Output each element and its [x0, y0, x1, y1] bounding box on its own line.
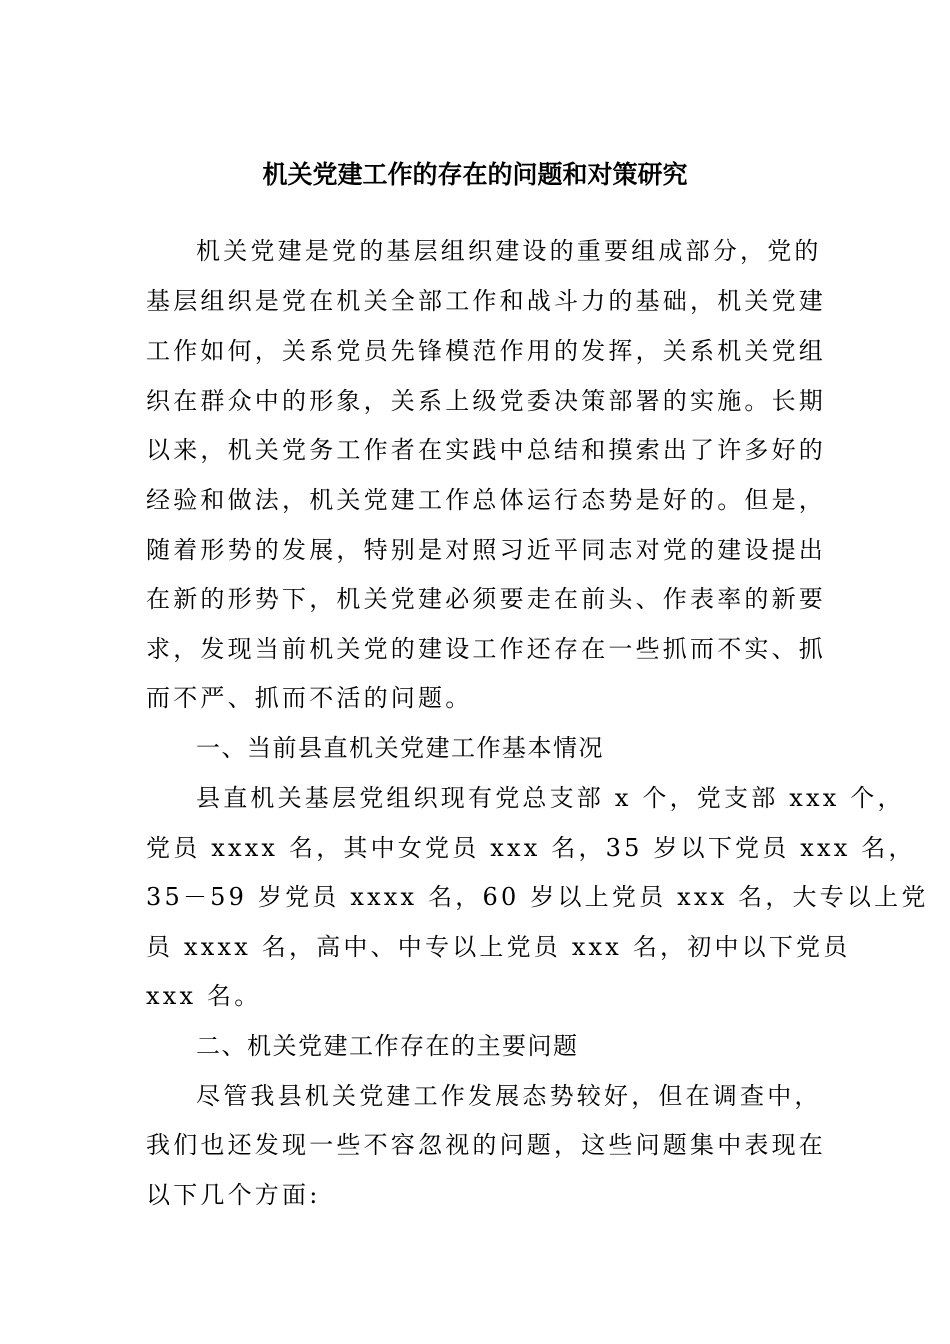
- section1-line: 县直机关基层党组织现有党总支部 x 个，党支部 xxx 个，: [196, 784, 905, 812]
- section-heading-1: 一、当前县直机关党建工作基本情况: [196, 734, 604, 762]
- intro-line: 在新的形势下，机关党建必须要走在前头、作表率的新要: [146, 585, 826, 613]
- intro-line: 基层组织是党在机关全部工作和战斗力的基础，机关党建: [146, 287, 826, 315]
- intro-line: 工作如何，关系党员先锋模范作用的发挥，关系机关党组: [146, 337, 826, 365]
- section2-line: 以下几个方面:: [146, 1181, 321, 1209]
- intro-line: 求，发现当前机关党的建设工作还存在一些抓而不实、抓: [146, 635, 826, 663]
- intro-line: 机关党建是党的基层组织建设的重要组成部分，党的: [196, 237, 822, 265]
- intro-line: 随着形势的发展，特别是对照习近平同志对党的建设提出: [146, 536, 826, 564]
- intro-line: 而不严、抓而不活的问题。: [146, 684, 473, 712]
- section1-line: 员 xxxx 名，高中、中专以上党员 xxx 名，初中以下党员: [146, 933, 851, 961]
- document-title: 机关党建工作的存在的问题和对策研究: [262, 160, 688, 189]
- intro-line: 以来，机关党务工作者在实践中总结和摸索出了许多好的: [146, 436, 826, 464]
- section1-line: 党员 xxxx 名，其中女党员 xxx 名，35 岁以下党员 xxx 名，: [146, 834, 916, 862]
- section1-line: xxx 名。: [146, 982, 262, 1010]
- intro-line: 经验和做法，机关党建工作总体运行态势是好的。但是，: [146, 486, 826, 514]
- intro-line: 织在群众中的形象，关系上级党委决策部署的实施。长期: [146, 387, 826, 415]
- section2-line: 我们也还发现一些不容忽视的问题，这些问题集中表现在: [146, 1131, 826, 1159]
- section2-line: 尽管我县机关党建工作发展态势较好，但在调查中，: [196, 1082, 822, 1110]
- section-heading-2: 二、机关党建工作存在的主要问题: [196, 1032, 579, 1060]
- section1-line: 35－59 岁党员 xxxx 名，60 岁以上党员 xxx 名，大专以上党: [146, 883, 929, 911]
